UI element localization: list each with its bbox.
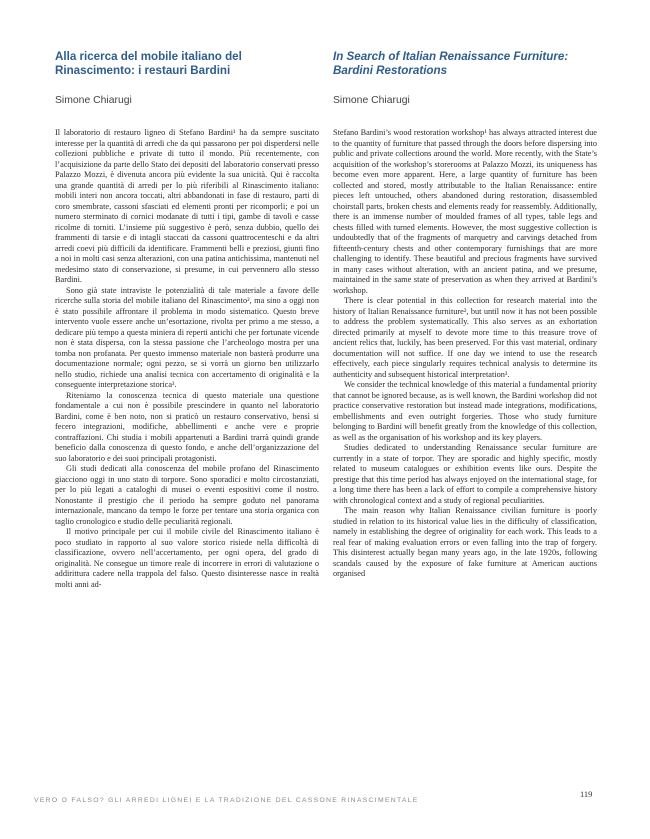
body-text-english: [333, 128, 597, 580]
paragraph: Gli studi dedicati alla conoscenza del mobile profano del Rinascimento giacciono oggi in uno stato di torpore. Sono sporadici e molto circostanziati, per lo più legati a cataloghi di musei o eventi espositivi come il nostro. Nonostante il prestigio che il periodo ha sempre goduto nel panorama internazionale, mancano da tempo le forze per tentare una storia organica con taglio cronologico e studio delle peculiarità regionali.: [55, 464, 319, 526]
article-title-italian: Alla ricerca del mobile italiano del Rinascimento: i restauri Bardini: [55, 50, 242, 77]
body-text-italian: [55, 128, 319, 590]
paragraph: Studies dedicated to understanding Renaissance secular furniture are currently in a state of torpor. They are sporadic and highly specific, mostly related to museum catalogues or exhibition events like ours. Despite the prestige that this time period has always enjoyed on the international stage, for a long time there has been a lack of effort to compile a comprehensive history with chronological context and a study of regional peculiarities.: [333, 443, 597, 505]
paragraph: We consider the technical knowledge of this material a fundamental priority that cannot be ignored because, as is well known, the Bardini workshop did not practice conservative restoration but instead made integrations, modifications, embellishments and even outright forgeries. Those who study furniture belonging to Bardini will benefit greatly from the knowledge of this collection, as well as the organisation of his workshop and its key players.: [333, 380, 597, 442]
paragraph: Stefano Bardini’s wood restoration workshop¹ has always attracted interest due to the quantity of furniture that passed through the doors before dispersing into public and private collections around the world. More recently, with the State’s acquisition of the workshop’s storerooms at Palazzo Mozzi, its uniqueness has become even more apparent. Here, a large quantity of furniture has been collected and stored, mostly attributable to the Italian Renaissance: entire pieces left untouched, others abandoned during restoration, disassembled choirstall parts, broken chests and elements ready for reassembly. Additionally, there is an immense number of moulded frames of all types, table legs and chests filled with turned elements. However, the most suggestive collection is undoubtedly that of the fragments of marquetry and carvings detached from fifteenth-century chests and other contemporary furnishings that are more challenging to identify. These beautiful and precious fragments have survived in many cases without alteration, with an ancient patina, and we presume, maintained in the same state of preservation as when they arrived at Bardini’s workshop.: [333, 128, 597, 295]
paragraph: The main reason why Italian Renaissance civilian furniture is poorly studied in relation to its historical value lies in the difficulty of classification, namely in establishing the degree of originality for each work. This leads to a real fear of making evaluation errors or even falling into the trap of forgery. This disinterest actually began many years ago, in the late 1920s, following scandals caused by the exposure of fake furniture at American auctions organised: [333, 506, 597, 578]
paragraph: Sono già state intraviste le potenzialità di tale materiale a favore delle ricerche sulla storia del mobile italiano del Rinascimento², ma sino a oggi non è stato possibile affrontare il problema in modo sistematico. Questo breve intervento vuole essere anche un’esortazione, rivolta per primo a me stesso, a dedicare più tempo a questa miniera di reperti antichi che per fortunate vicende non è stata dispersa, con la stessa passione che l’archeologo mostra per una tomba non profanata. Per questo immenso materiale non basterà produrre una documentazione normale; ogni pezzo, se si vorrà un giorno ben utilizzarlo nello studio, richiede una analisi tecnica con accertamento di originalità e la conseguente interpretazione storica³.: [55, 285, 319, 389]
page-number: 119: [580, 789, 593, 799]
author-name-italian: Simone Chiarugi: [55, 95, 132, 106]
running-footer: VERO O FALSO? GLI ARREDI LIGNEI E LA TRADIZIONE DEL CASSONE RINASCIMENTALE: [34, 797, 419, 804]
paragraph: There is clear potential in this collection for research material into the history of Italian Renaissance furniture², but until now it has not been possible to address the problem systematically. This also serves as an exhortation directed primarily at myself to devote more time to this treasure trove of ancient relics that, luckily, has been preserved. For this vast material, ordinary documentation will not suffice. If one day we intend to use the research effectively, each piece singularly requires technical analysis to determine its authenticity and subsequent historical interpretation³.: [333, 296, 597, 379]
english-column: [333, 50, 597, 578]
paragraph: Il laboratorio di restauro ligneo di Stefano Bardini¹ ha da sempre suscitato interesse per la quantità di arredi che da qui passarono per poi disperdersi nelle collezioni pubbliche e private di tutto il mondo. Più recentemente, con l’acquisizione da parte dello Stato dei depositi del laboratorio conservati presso Palazzo Mozzi, è divenuta ancora più evidente la sua unicità. Qui è raccolta una grande quantità di arredi per lo più riferibili al Rinascimento italiano: mobili interi non ancora toccati, altri abbandonati in fase di restauro, parti di coro smembrate, cassoni sfasciati ed elementi pronti per ricomporli; e poi un numero sterminato di cornici modanate di tutti i tipi, gambe di tavoli e casse ricolme di torniti. L’insieme più suggestivo è però, senza dubbio, quello dei frammenti di tarsie e di intagli staccati da cassoni quattrocenteschi e da altri arredi coevi più difficili da identificare. Frammenti belli e preziosi, giunti fino a noi in molti casi senza alterazioni, con una patina antichissima, mantenuti nel medesimo stato di conservazione, si presume, in cui pervennero allo stesso Bardini.: [55, 128, 319, 284]
italian-column: [55, 50, 319, 589]
article-title-english: In Search of Italian Renaissance Furniture: Bardini Restorations: [333, 50, 569, 77]
author-name-english: Simone Chiarugi: [333, 95, 410, 106]
paragraph: Il motivo principale per cui il mobile civile del Rinascimento italiano è poco studiato in rapporto al suo valore storico risiede nella difficoltà di classificazione, ovvero nell’accertamento, per ogni opera, del grado di originalità. Ne consegue un timore reale di incorrere in errori di valutazione o addirittura cadere nella trappola del falso. Questo disinteresse nasce in realtà molti anni ad-: [55, 527, 319, 589]
paragraph: Riteniamo la conoscenza tecnica di questo materiale una questione fondamentale a cui non è possibile prescindere in quanto nel laboratorio Bardini, come è ben noto, non si praticò un restauro conservativo, bensì si fecero integrazioni, modifiche, abbellimenti e anche vere e proprie contraffazioni. Chi studia i mobili appartenuti a Bardini trarrà quindi grande beneficio dalla conoscenza di questo fondo, e anche dell’organizzazione del suo laboratorio e dei suoi principali protagonisti.: [55, 390, 319, 463]
